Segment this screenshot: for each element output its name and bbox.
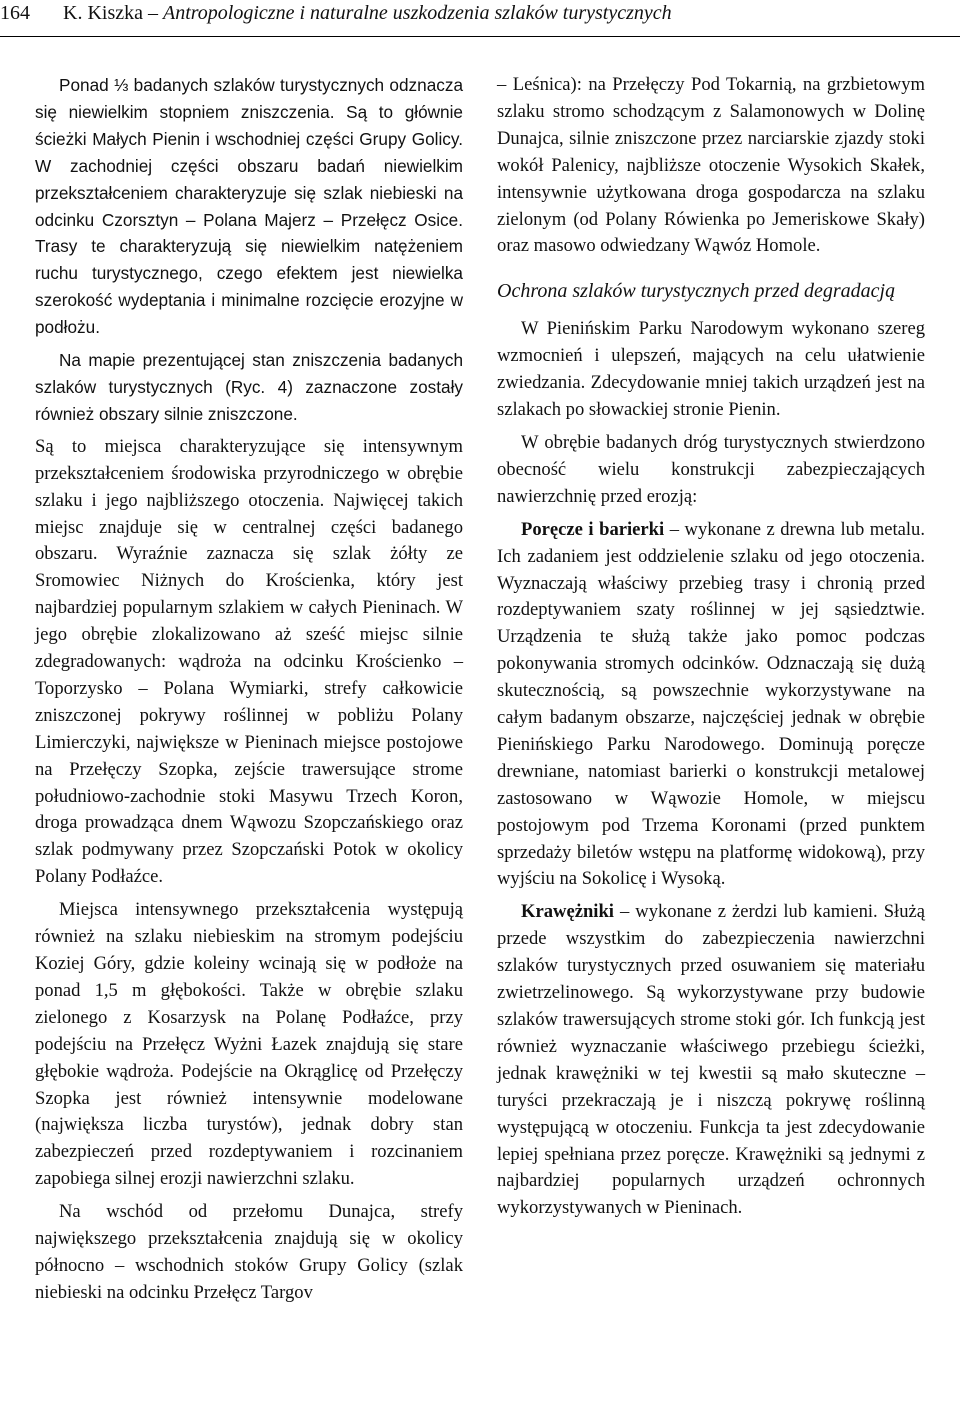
paragraph [497,517,925,894]
paragraph: W obrębie badanych dróg turystycznych stwierdzono obecność wielu konstrukcji zabezpieczających nawierzchnię przed erozją: [497,431,925,507]
paragraph: – Leśnica): na Przełęczy Pod Tokarnią, na grzbietowym szlaku stromo schodzącym z Salamonowych w Dolinę Dunajca, silnie zniszczone przez narciarskie zjazdy stoki wokół Palenicy, najbliższe otoczenie Wysokich Skałek, intensywnie użytkowana droga gospodarcza na szlaku zielonym (od Polany Rówienka po Jemeriskowe Skały) oraz masowo odwiedzany Wąwóz Homole. [497,74,925,257]
term-krawezniki: Krawężniki [521,901,614,923]
header-rule [0,36,960,37]
paragraph: Ponad ⅓ badanych szlaków turystycznych odznacza się niewielkim stopniem zniszczenia. Są to głównie ścieżki Małych Pienin i wschodniej części Grupy Golicy. W zachodniej części obszaru badań niewielkim przekształceniem charakteryzuje się szlak niebieski na odcinku Czorsztyn – Polana Majerz – Przełęcz Osice. Trasy te charakteryzują się niewielkim natężeniem ruchu turystycznego, czego efektem jest niewielka szerokość wydeptania i minimalne rozcięcie erozyjne w podłożu. [35,75,463,338]
paragraph: Miejsca intensywnego przekształcenia występują również na szlaku niebieskim na stromym podejściu Koziej Góry, gdzie koleiny wcinają się w podłoże na ponad 1,5 m głębokości. Także w obrębie szlaku zielonego z Kosarzysk na Polanę Podłaźce, przy podejściu na Przełęcz Wyżni Łazek znajdują się stare głębokie wądroża. Podejście na Okrąglicę od Przełęczy Szopka jest również intensywnie modelowane (największa liczba turystów), jednak dobry stan zabezpieczeń przed rozdeptywaniem i rozcinaniem zapobiega silnej erozji nawierzchni szlaku. [35,899,463,1190]
term-krawezniki-text: – wykonane z żerdzi lub kamieni. Służą przede wszystkim do zabezpieczenia nawierzchni szlaków turystycznych przed osuwaniem się materiału zwietrzelinowego. Są wykorzystywane przy budowie szlaków trawersujących strome stoki gór. Ich funkcją jest również wyznaczanie właściwego przebiegu ścieżki, jednak krawężniki w tej kwestii są mało skuteczne – turyści przekraczają je i niszczą pokrywę roślinną występującą w otoczeniu. Funkcja ta jest zdecydowanie lepiej spełniana przez poręcze. Krawężniki są jednymi z najbardziej popularnych urządzeń ochronnych wykorzystywanych w Pieninach. [497,901,925,1219]
paragraph: Na mapie prezentującej stan zniszczenia badanych szlaków turystycznych (Ryc. 4) zaznaczone zostały również obszary silnie zniszczone. [35,350,463,424]
author-name: K. Kiszka – [63,2,163,24]
right-column [497,72,925,1228]
paragraph: Są to miejsca charakteryzujące się intensywnym przekształceniem środowiska przyrodniczego w obrębie szlaku i jego najbliższego otoczenia. Najwięcej takich miejsc znajduje się w centralnej części badanego obszaru. Wyraźnie zaznacza się szlak żółty ze Sromowiec Niżnych do Krościenka, który jest najbardziej popularnym szlakiem w całych Pieninach. W jego obrębie zlokalizowano aż sześć miejsc silnie zdegradowanych: wądroża na odcinku Krościenko – Toporzysko – Polana Wymiarki, strefy całkowicie zniszczonej pokrywy roślinnej w pobliżu Polany Limierczyki, największe w Pieninach miejsce postojowe na Przełęczy Szopka, zejście trawersujące strome południowo-zachodnie stoki Masywu Trzech Koron, droga prowadząca dnem Wąwozu Szopczańskiego oraz szlak podmywany przez Szopczański Potok w okolicy Polany Podłaźce. [35,435,463,888]
left-column [35,72,463,1313]
article-title: Antropologiczne i naturalne uszkodzenia szlaków turystycznych [162,2,672,24]
paragraph: W Pienińskim Parku Narodowym wykonano szereg wzmocnień i ulepszeń, mających na celu ułatwienie zwiedzania. Zdecydowanie mniej takich urządzeń jest na szlakach po słowackiej stronie Pienin. [497,318,925,421]
running-header [0,0,960,34]
paragraph: Na wschód od przełomu Dunajca, strefy największego przekształcenia znajdują się w okolicy północno – wschodnich stoków Grupy Golicy (szlak niebieski na odcinku Przełęcz Targov [35,1201,463,1303]
term-porecze: Poręcze i barierki [521,518,665,540]
running-title [63,0,672,26]
section-heading: Ochrona szlaków turystycznych przed degradacją [497,280,896,303]
paragraph [497,899,925,1222]
page-number: 164 [0,2,30,24]
term-porecze-text: – wykonane z drewna lub metalu. Ich zadaniem jest oddzielenie szlaku od jego otoczenia. Wyznaczają właściwy przebieg trasy i chronią przed rozdeptywaniem szaty roślinnej w jej sąsiedztwie. Urządzenia te służą także jako pomoc podczas pokonywania stromych odcinków. Odznaczają się dużą skutecznością, są powszechnie wykorzystywane na całym badanym obszarze, najczęściej jednak w obrębie Pienińskiego Parku Narodowego. Dominują poręcze drewniane, natomiast barierki o konstrukcji metalowej zastosowano w Wąwozie Homole, w miejscu postojowym pod Trzema Koronami (przed punktem sprzedaży biletów wstępu na platformę widokową), przy wyjściu na Sokolicę i Wysoką. [497,518,926,890]
